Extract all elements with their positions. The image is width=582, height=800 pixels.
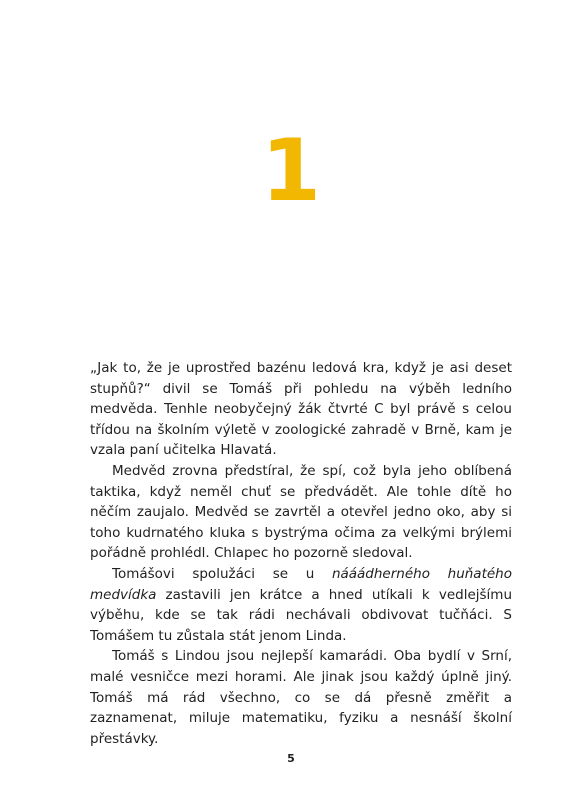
paragraph-2: Medvěd zrovna předstíral, že spí, což byla jeho oblíbená taktika, když neměl chuť se předvádět. Ale tohle dítě ho něčím zaujalo. Medvěd se zavrtěl a otevřel jedno oko, aby si toho kudrnatého kluka s bystrýma očima za velkými brýlemi pořádně prohlédl. Chlapec ho pozorně sledoval. — [90, 462, 512, 562]
page-number: 5 — [287, 752, 295, 765]
chapter-number: 1 — [261, 121, 321, 221]
paragraph-1: „Jak to, že je uprostřed bazénu ledová kra, když je asi deset stupňů?“ divil se Tomáš při pohledu na výběh ledního medvěda. Tenhle neobyčejný žák čtvrté C byl právě s celou třídou na školním výletě v zoologické zahradě v Brně, kam je vzala paní učitelka Hlavatá. — [90, 360, 512, 459]
paragraph-3-italic: nááádherného huňatého medvídka — [90, 565, 512, 603]
chapter-text — [90, 358, 512, 749]
paragraph-3-start: Tomášovi spolužáci se u — [112, 565, 332, 582]
paragraph-3 — [90, 564, 512, 646]
paragraph-4: Tomáš s Lindou jsou nejlepší kamarádi. Oba bydlí v Srní, malé vesničce mezi horami. Ale jinak jsou každý úplně jiný. Tomáš má rád všechno, co se dá přesně změřit a zaznamenat, miluje matematiku, fyziku a nesnáší školní přestávky. — [90, 648, 512, 747]
paragraph-3-end: zastavili jen krátce a hned utíkali k vedlejšímu výběhu, kde se tak rádi nechávali obdivovat tučňáci. S Tomášem tu zůstala stát jenom Linda. — [90, 586, 512, 644]
